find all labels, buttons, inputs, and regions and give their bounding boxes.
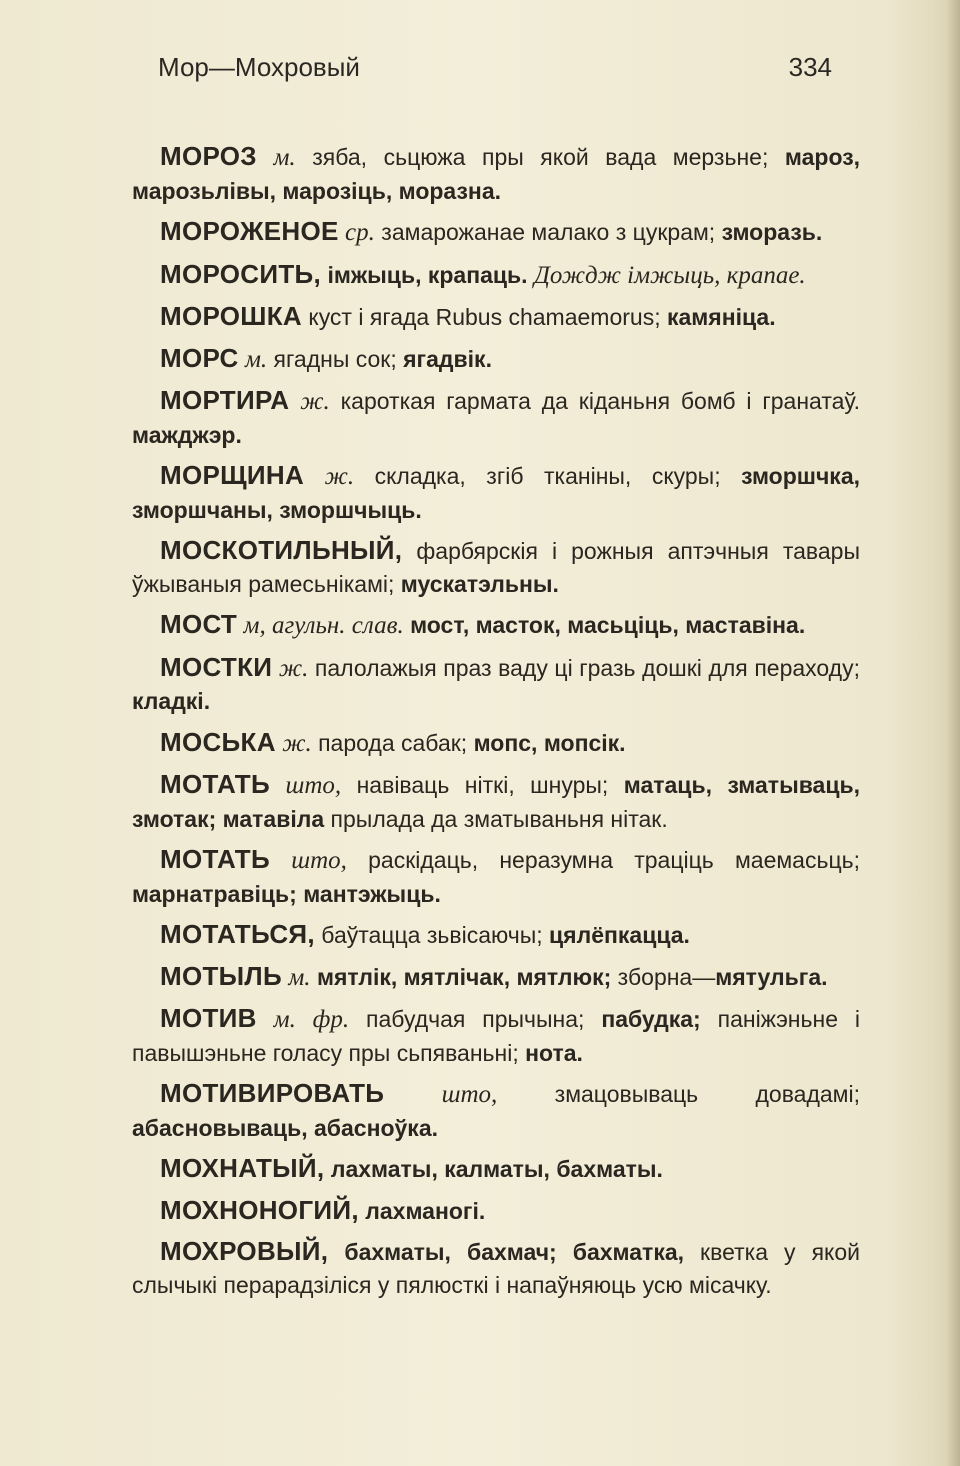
definition-text: палолажыя праз ваду ці гразь дошкі для пераходу; bbox=[308, 654, 860, 681]
headword: МОРЩИНА bbox=[160, 460, 305, 490]
definition-text: раскідаць, неразумна траціць маемасьць; bbox=[346, 847, 861, 873]
belarusian-equivalent: мятульга. bbox=[715, 963, 828, 990]
page-edge-shadow bbox=[946, 0, 960, 1466]
belarusian-equivalent: лахманогі. bbox=[365, 1197, 486, 1224]
belarusian-equivalent: камяніца. bbox=[666, 304, 776, 330]
headword: МОСТКИ bbox=[160, 651, 273, 682]
dictionary-entry bbox=[132, 258, 860, 293]
definition-text: кароткая гармата да кіданьня бомб і гранатаў. bbox=[329, 388, 860, 414]
headword: МОХРОВЫЙ, bbox=[160, 1236, 329, 1266]
definition-text bbox=[328, 1239, 344, 1265]
belarusian-equivalent: цялёпкацца. bbox=[549, 922, 690, 948]
definition-text: зяба, сьцюжа пры якой вада мерзьне; bbox=[295, 144, 785, 170]
definition-text bbox=[257, 144, 274, 170]
definition-text: ягадны сок; bbox=[267, 345, 404, 372]
belarusian-equivalent: мускатэльны. bbox=[400, 570, 559, 597]
grammar-note: м. bbox=[244, 345, 268, 373]
belarusian-equivalent: ягадвік. bbox=[403, 345, 492, 372]
definition-text: куст і ягада Rubus chamaemorus; bbox=[301, 304, 667, 330]
belarusian-equivalent: мажджэр. bbox=[132, 421, 242, 448]
belarusian-equivalent: марнатравіць; мантэжыць. bbox=[132, 880, 441, 907]
belarusian-equivalent: мятлік, мятлічак, мятлюк; bbox=[316, 963, 612, 990]
dictionary-entry bbox=[132, 384, 860, 451]
definition-text bbox=[270, 847, 291, 873]
grammar-note: ж. bbox=[324, 463, 355, 490]
headword: МОТИВ bbox=[160, 1003, 257, 1033]
headword: МОТАТЬСЯ, bbox=[160, 919, 315, 949]
headword: МОРТИРА bbox=[160, 385, 290, 415]
dictionary-entry bbox=[132, 1077, 860, 1144]
definition-text bbox=[289, 388, 300, 414]
belarusian-equivalent: імжыць, крапаць. bbox=[327, 261, 528, 288]
belarusian-equivalent: мопс, мопсік. bbox=[473, 729, 626, 756]
headword: МОХНАТЫЙ, bbox=[160, 1153, 325, 1183]
dictionary-entry bbox=[132, 651, 860, 718]
headword: МОРОЗ bbox=[160, 141, 257, 171]
grammar-note: м. bbox=[288, 963, 311, 991]
grammar-note: Дождж імжыць, крапае. bbox=[533, 261, 806, 289]
definition-text bbox=[304, 463, 325, 489]
dictionary-entry bbox=[132, 608, 860, 643]
grammar-note: м. bbox=[273, 144, 296, 171]
dictionary-entry bbox=[132, 768, 860, 835]
belarusian-equivalent: нота. bbox=[525, 1039, 583, 1066]
dictionary-entry bbox=[132, 843, 860, 910]
definition-text: навіваць ніткі, шнуры; bbox=[341, 772, 624, 798]
headword: МОСКОТИЛЬНЫЙ, bbox=[160, 535, 403, 565]
belarusian-equivalent: лахматы, калматы, бахматы. bbox=[330, 1156, 663, 1182]
definition-text: баўтацца зьвісаючы; bbox=[314, 922, 550, 948]
definition-text bbox=[270, 772, 285, 798]
headword: МОТАТЬ bbox=[160, 769, 270, 799]
dictionary-entry bbox=[132, 215, 860, 250]
belarusian-equivalent: бахматы, бахмач; бахматка, bbox=[344, 1239, 685, 1265]
definition-text bbox=[257, 1006, 274, 1032]
dictionary-entry bbox=[132, 1002, 860, 1069]
definition-text: замарожанае малако з цукрам; bbox=[374, 219, 722, 245]
grammar-note: ср. bbox=[345, 219, 375, 246]
belarusian-equivalent: мост, масток, масьціць, маставіна. bbox=[410, 612, 806, 638]
headword: МОСТ bbox=[160, 609, 238, 639]
dictionary-entry bbox=[132, 1194, 860, 1228]
dictionary-entry bbox=[132, 1235, 860, 1301]
headword: МОРОШКА bbox=[160, 301, 302, 331]
definition-text: пабудчая прычына; bbox=[349, 1006, 602, 1032]
belarusian-equivalent: зморшчка, зморшчаны, зморшчыць. bbox=[132, 463, 860, 523]
headword: МОРС bbox=[160, 342, 239, 373]
belarusian-equivalent: пабудка; bbox=[601, 1006, 701, 1032]
definition-text: складка, згіб тканіны, скуры; bbox=[354, 463, 742, 489]
definition-text: кветка у якой слычыкі перарадзіліся у пялюсткі і напаўняюць усю місачку. bbox=[132, 1239, 860, 1298]
headword: МОСЬКА bbox=[160, 726, 276, 757]
dictionary-entry bbox=[132, 300, 860, 334]
headword: МОРОСИТЬ, bbox=[160, 258, 322, 289]
dictionary-entries bbox=[132, 140, 860, 1309]
page-number: 334 bbox=[788, 52, 832, 82]
dictionary-entry bbox=[132, 140, 860, 207]
headword: МОТЫЛЬ bbox=[160, 960, 282, 991]
definition-text: фарбярскія і рожныя аптэчныя тавары ўжываныя рамесьнікамі; bbox=[132, 538, 860, 597]
grammar-note: што, bbox=[291, 847, 347, 874]
page-header bbox=[158, 52, 832, 83]
definition-text: змацовываць довадамі; bbox=[497, 1081, 860, 1107]
definition-text: парода сабак; bbox=[311, 729, 474, 756]
dictionary-entry bbox=[132, 534, 860, 600]
definition-text bbox=[384, 1081, 441, 1107]
headword: МОХНОНОГИЙ, bbox=[160, 1194, 359, 1225]
belarusian-equivalent: абасновываць, абасноўка. bbox=[132, 1114, 438, 1141]
dictionary-entry bbox=[132, 918, 860, 952]
grammar-note: м. фр. bbox=[273, 1006, 350, 1033]
headword: МОТИВИРОВАТЬ bbox=[160, 1078, 385, 1108]
running-title: Мор—Мохровый bbox=[158, 52, 360, 82]
dictionary-entry bbox=[132, 726, 860, 761]
definition-text: зборна— bbox=[611, 963, 716, 990]
definition-text bbox=[272, 655, 279, 681]
dictionary-entry bbox=[132, 960, 860, 995]
grammar-note: што, bbox=[285, 772, 342, 799]
grammar-note: ж. bbox=[282, 729, 312, 757]
grammar-note: ж. bbox=[300, 388, 330, 415]
dictionary-entry bbox=[132, 1152, 860, 1186]
grammar-note: м, агульн. слав. bbox=[243, 612, 404, 639]
belarusian-equivalent: матаць, зматываць, змотак; матавіла bbox=[132, 772, 861, 832]
belarusian-equivalent: кладкі. bbox=[132, 688, 211, 714]
headword: МОРОЖЕНОЕ bbox=[160, 216, 339, 246]
definition-text: паніжэньне і павышэньне голасу пры сьпяваньні; bbox=[132, 1006, 861, 1066]
belarusian-equivalent: мароз, марозьлівы, марозіць, моразна. bbox=[132, 144, 861, 204]
dictionary-entry bbox=[132, 459, 860, 526]
headword: МОТАТЬ bbox=[160, 844, 270, 874]
grammar-note: ж. bbox=[278, 654, 309, 682]
grammar-note: што, bbox=[441, 1081, 498, 1108]
definition-text: прылада да зматываньня нітак. bbox=[324, 805, 668, 832]
dictionary-entry bbox=[132, 342, 860, 377]
belarusian-equivalent: зморазь. bbox=[721, 219, 823, 245]
